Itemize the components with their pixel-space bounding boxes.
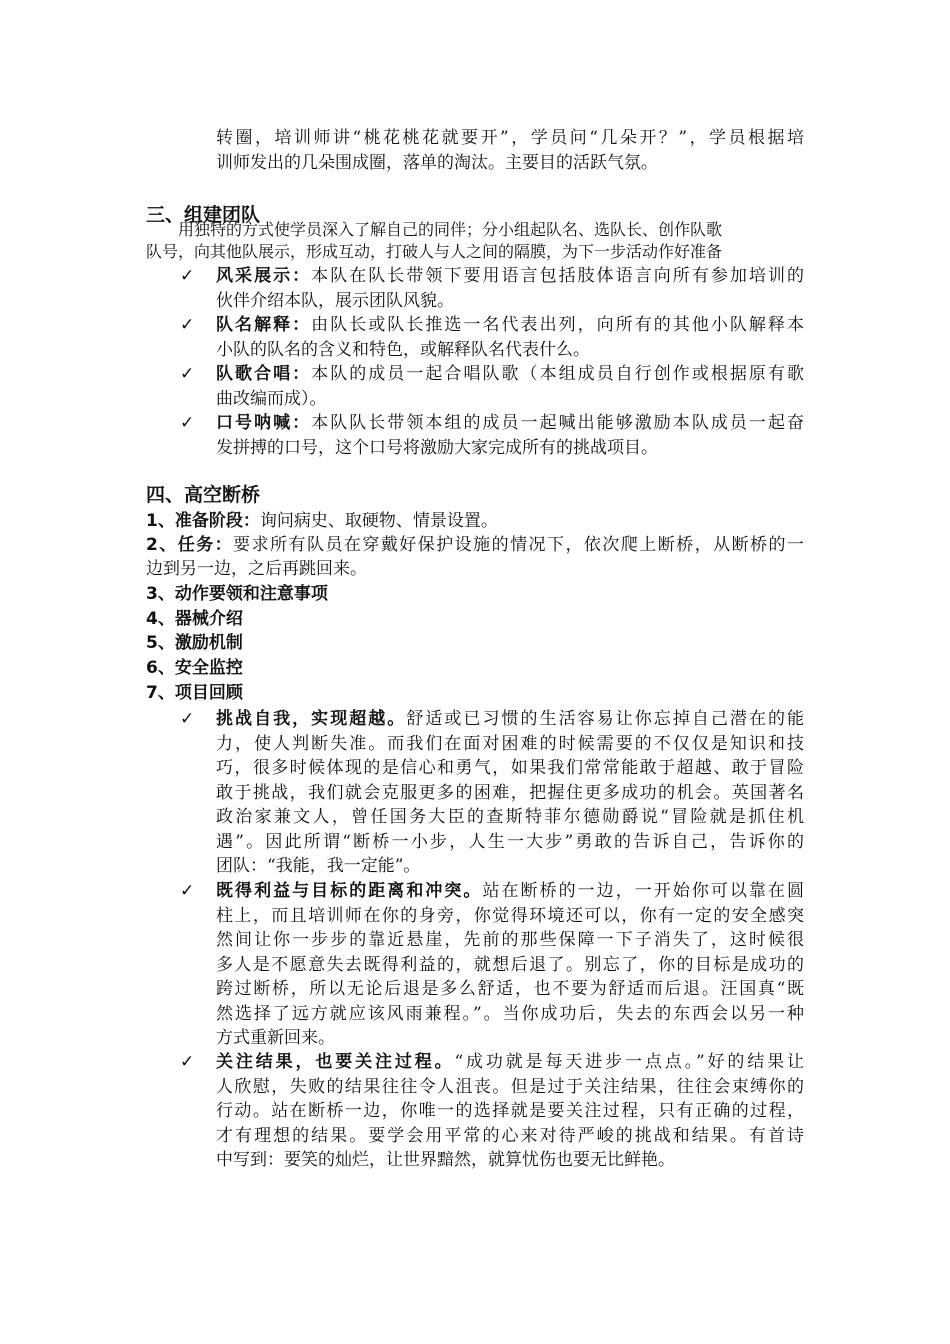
step-5: 5、激励机制: [146, 633, 243, 653]
item-label: 队歌合唱：: [216, 364, 312, 384]
review-2-line-5: 跨过断桥，所以无论后退是多么舒适，也不要为舒适而后退。汪国真“既: [216, 979, 804, 999]
review-item-2: [216, 879, 804, 1051]
item-text: 本队队长带领本组的成员一起喊出能够激励本队成员一起奋: [311, 413, 805, 433]
step-2-line-1: [146, 533, 804, 557]
review-1-line-4: 敢于挑战，我们就会克服更多的困难，把握住更多成功的机会。英国著名: [216, 782, 804, 803]
item-text: 本队在队长带领下要用语言包括肢体语言向所有参加培训的: [311, 266, 805, 286]
review-3-line-3: 行动。站在断桥一边，你唯一的选择就是要关注过程，只有正确的过程，: [216, 1101, 804, 1121]
intro-line-2: 训师发出的几朵围成圈，落单的淘汰。主要目的活跃气氛。: [216, 153, 658, 173]
step-1-label: 1、准备阶段：: [146, 511, 260, 531]
section-3-item-1-line-2: 伙伴介绍本队，展示团队风貌。: [216, 291, 454, 311]
checkmark-icon: ✓: [180, 413, 195, 433]
review-2-line-6: 然选择了远方就应该风雨兼程。”。当你成功后，失去的东西会以另一种: [216, 1003, 804, 1024]
item-text: 由队长或队长推选一名代表出列，向所有的其他小队解释本: [311, 315, 805, 335]
review-2-line-1: 既得利益与目标的距离和冲突。站在断桥的一边，一开始你可以靠在圆: [216, 881, 805, 901]
review-2-label: 既得利益与目标的距离和冲突。: [216, 881, 483, 901]
section-3-item-2-line-2: 小队的队名的含义和特色，或解释队名代表什么。: [216, 340, 590, 360]
review-1-line-6: 遇”。因此所谓“断桥一小步，人生一大步”勇敢的告诉自己，告诉你的: [216, 831, 804, 852]
section-3-intro-line-2: 队号，向其他队展示，形成互动，打破人与人之间的隔膜，为下一步活动作好准备: [146, 242, 723, 261]
step-2-text: 要求所有队员在穿戴好保护设施的情况下，依次爬上断桥，从断桥的一: [233, 535, 804, 555]
checkmark-icon: ✓: [180, 881, 195, 901]
review-1-line-1: 挑战自我，实现超越。舒适或已习惯的生活容易让你忘掉自己潜在的能: [216, 709, 805, 729]
section-4-heading: 四、高空断桥: [146, 484, 261, 506]
section-3-item-1-line-1: [216, 264, 804, 288]
section-3-item-4-line-2: 发拼搏的口号，这个口号将激励大家完成所有的挑战项目。: [216, 438, 658, 458]
item-label: 口号呐喊：: [216, 413, 312, 433]
review-2-line-2: 柱上，而且培训师在你的身旁，你觉得环境还可以，你有一定的安全感突: [216, 905, 804, 926]
review-3-label: 关注结果，也要关注过程。: [216, 1052, 455, 1072]
item-label: 队名解释：: [216, 315, 312, 335]
review-3-line-4: 才有理想的结果。要学会用平常的心来对待严峻的挑战和结果。有首诗: [216, 1125, 804, 1146]
review-item-3: [216, 1050, 804, 1173]
review-item-1: [216, 707, 804, 879]
review-1-line-2: 力，使人判断失准。而我们在面对困难的时候需要的不仅仅是知识和技: [216, 733, 804, 754]
step-6: 6、安全监控: [146, 658, 243, 678]
section-3-item-4-line-1: [216, 411, 804, 435]
review-3-line-5: 中写到：要笑的灿烂，让世界黯然，就算忧伤也要无比鲜艳。: [216, 1150, 675, 1170]
review-1-line-3: 巧，很多时候体现的是信心和勇气，如果我们常常能敢于超越、敢于冒险: [216, 758, 804, 778]
review-2-line-3: 然间让你一步步的靠近悬崖，先前的那些保障一下子消失了，这时候很: [216, 930, 804, 950]
section-3-item-3-line-1: [216, 362, 804, 386]
review-1-line-5: 政治家兼文人，曾任国务大臣的查斯特菲尔德勋爵说“冒险就是抓住机: [216, 807, 804, 827]
checkmark-icon: ✓: [180, 266, 195, 286]
step-1: [146, 509, 498, 533]
item-label: 风采展示：: [216, 266, 312, 286]
review-1-label: 挑战自我，实现超越。: [216, 709, 407, 729]
step-7: 7、项目回顾: [146, 683, 243, 703]
step-4: 4、器械介绍: [146, 609, 243, 629]
review-1-line-7: 团队：“我能，我一定能”。: [216, 856, 421, 876]
review-3-line-1: 关注结果，也要关注过程。“成功就是每天进步一点点。”好的结果让: [216, 1052, 804, 1072]
section-3-item-3-line-2: 曲改编而成）。: [216, 389, 327, 409]
checkmark-icon: ✓: [180, 709, 195, 729]
section-3-item-2-line-1: [216, 313, 804, 337]
checkmark-icon: ✓: [180, 364, 195, 384]
review-3-line-2: 人欣慰，失败的结果往往令人沮丧。但是过于关注结果，往往会束缚你的: [216, 1076, 804, 1097]
checkmark-icon: ✓: [180, 1052, 195, 1072]
section-3-heading: 三、组建团队: [146, 204, 261, 226]
step-1-text: 询问病史、取硬物、情景设置。: [259, 511, 498, 531]
section-3-intro-line-1: 用独特的方式使学员深入了解自己的同伴；分小组起队名、选队长、创作队歌: [178, 220, 723, 239]
step-2-label: 2、任务：: [146, 535, 234, 555]
item-text: 本队的成员一起合唱队歌（本组成员自行创作或根据原有歌: [311, 364, 805, 384]
review-2-line-4: 多人是不愿意失去既得利益的，就想后退了。别忘了，你的目标是成功的: [216, 954, 804, 975]
step-2-line-2: 边到另一边，之后再跳回来。: [146, 559, 367, 579]
checkmark-icon: ✓: [180, 315, 195, 335]
review-2-line-7: 方式重新回来。: [216, 1028, 335, 1048]
intro-line-1: 转圈，培训师讲“桃花桃花就要开”，学员问“几朵开？”，学员根据培: [216, 128, 804, 148]
step-3: 3、动作要领和注意事项: [146, 584, 328, 604]
